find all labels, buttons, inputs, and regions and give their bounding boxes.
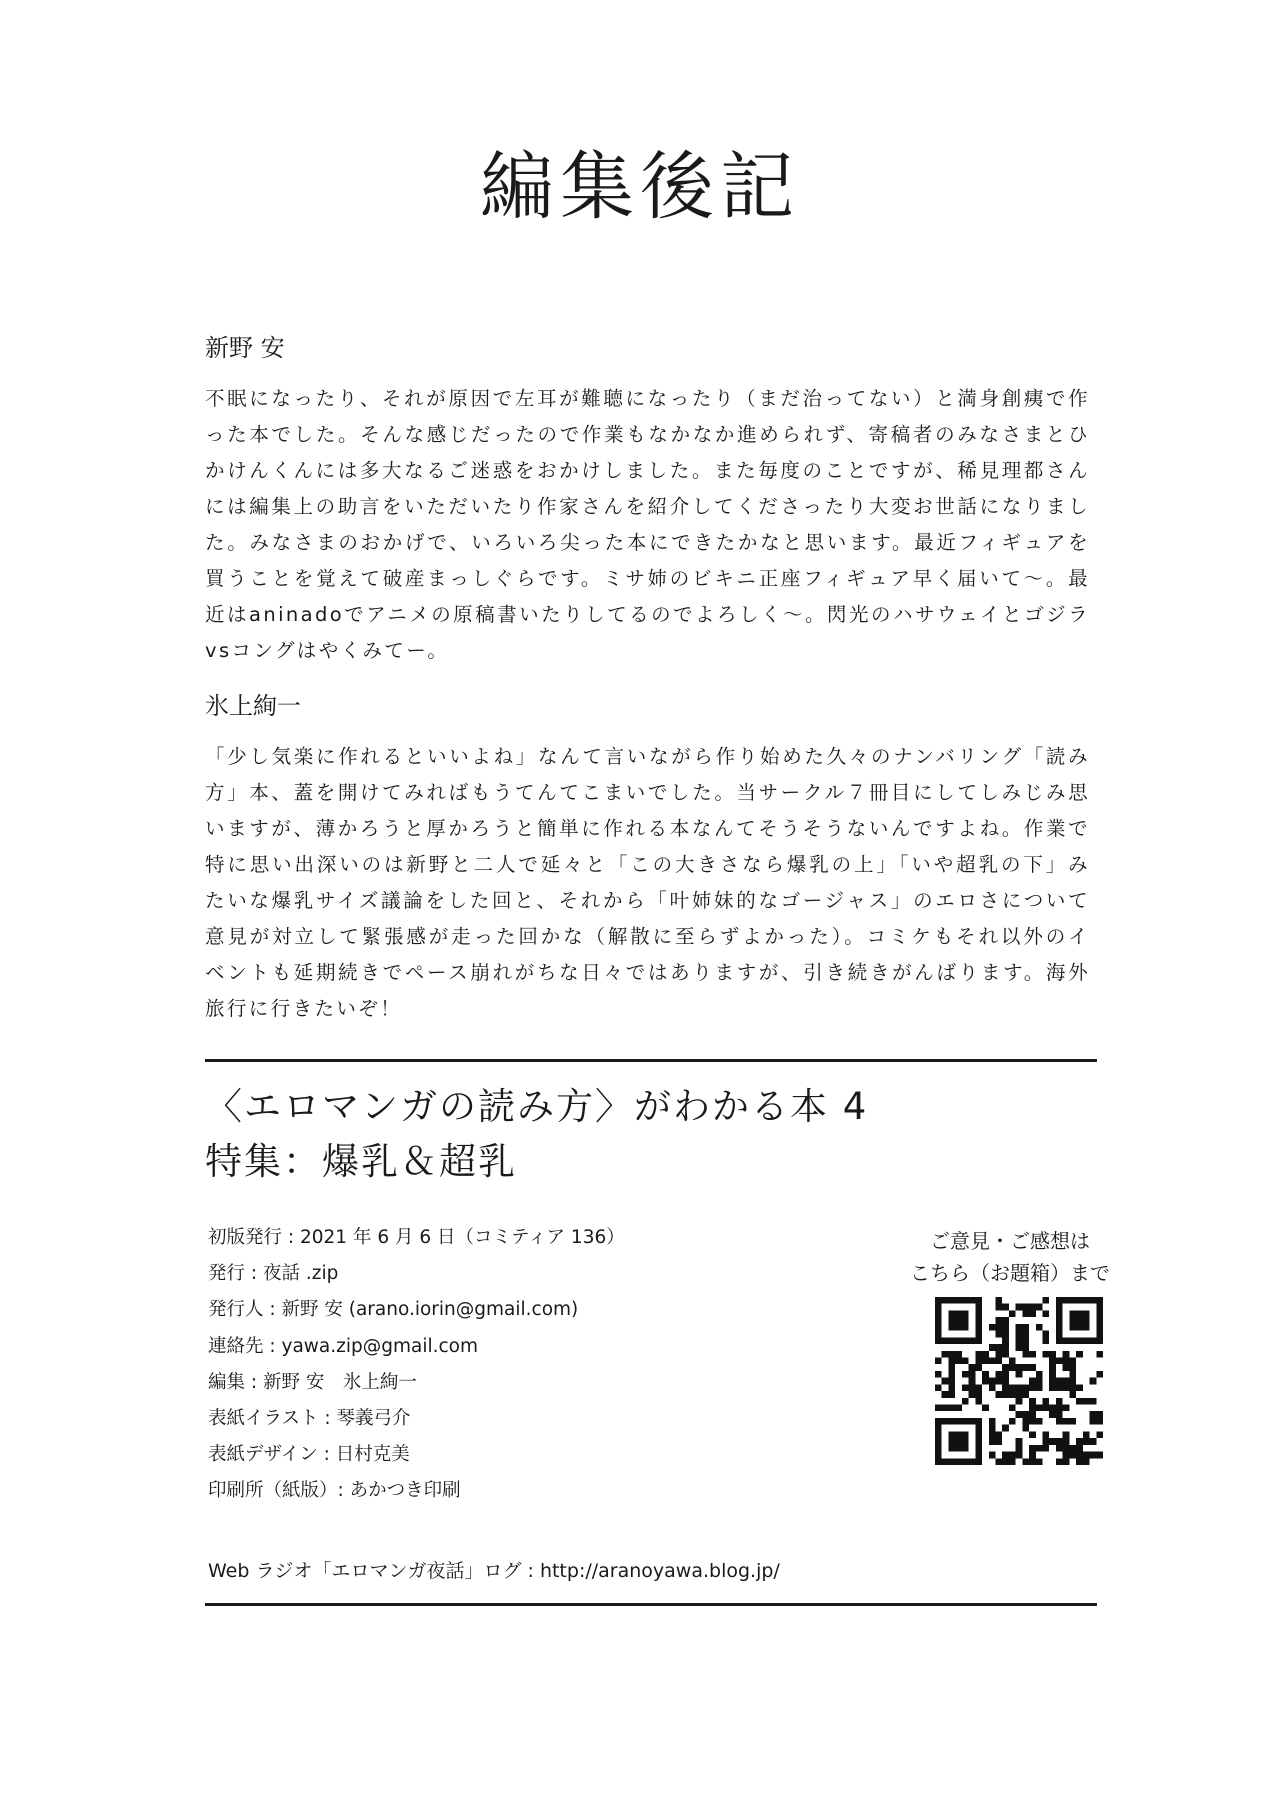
book-title: 〈エロマンガの読み方〉がわかる本 4 xyxy=(205,1085,869,1128)
colophon-first-edition: 初版発行 : 2021 年 6 月 6 日（コミティア 136） xyxy=(208,1227,625,1248)
feedback-line-1: ご意見・ご感想は xyxy=(930,1229,1090,1253)
postscript-arano xyxy=(205,334,1090,669)
colophon-cover-design: 表紙デザイン : 日村克美 xyxy=(208,1444,410,1466)
page-title: 編集後記 xyxy=(480,144,800,230)
feedback-box xyxy=(890,1225,1130,1289)
divider xyxy=(205,1603,1097,1606)
author-name: 氷上絢一 xyxy=(205,692,301,720)
postscript-text: 不眠になったり、それが原因で左耳が難聴になったり（まだ治ってない）と満身創痍で作った本でした。そんな感じだったので作業もなかなか進められず、寄稿者のみなさまとひかけんくんには多大なるご迷惑をおかけしました。また毎度のことですが、稀見理都さんには編集上の助言をいただいたり作家さんを紹介してくださったり大変お世話になりました。みなさまのおかげで、いろいろ尖った本にできたかなと思います。最近フィギュアを買うことを覚えて破産まっしぐらです。ミサ姉のビキニ正座フィギュア早く届いて〜。最近はaninadoでアニメの原稿書いたりしてるのでよろしく〜。閃光のハサウェイとゴジラvsコングはやくみてー。 xyxy=(205,386,1090,662)
colophon-printer: 印刷所（紙版）: あかつき印刷 xyxy=(208,1480,461,1502)
radio-log-link[interactable]: Web ラジオ「エロマンガ夜話」ログ : http://aranoyawa.blog.jp/ xyxy=(208,1560,780,1582)
colophon-publisher: 発行 : 夜話 .zip xyxy=(208,1263,339,1285)
colophon-cover-illustration: 表紙イラスト : 琴義弓介 xyxy=(208,1407,411,1429)
feedback-line-2: こちら（お題箱）まで xyxy=(910,1261,1110,1285)
divider xyxy=(205,1059,1097,1062)
colophon-issuer: 発行人 : 新野 安 (arano.iorin@gmail.com) xyxy=(208,1299,579,1321)
author-name: 新野 安 xyxy=(205,334,285,362)
colophon-contact: 連絡先 : yawa.zip@gmail.com xyxy=(208,1335,478,1357)
qr-code-icon[interactable] xyxy=(935,1297,1103,1465)
postscript-text: 「少し気楽に作れるといいよね」なんて言いながら作り始めた久々のナンバリング「読み方」本、蓋を開けてみればもうてんてこまいでした。当サークル７冊目にしてしみじみ思いますが、薄かろうと厚かろうと簡単に作れる本なんてそうそうないんですよね。作業で特に思い出深いのは新野と二人で延々と「この大きさなら爆乳の上」「いや超乳の下」みたいな爆乳サイズ議論をした回と、それから「叶姉妹的なゴージャス」のエロさについて意見が対立して緊張感が走った回かな（解散に至らずよかった）。コミケもそれ以外のイベントも延期続きでペース崩れがちな日々ではありますが、引き続きがんばります。海外旅行に行きたいぞ！ xyxy=(205,744,1090,1020)
colophon xyxy=(208,1223,808,1513)
postscript-hikami xyxy=(205,692,1090,1027)
book-subtitle: 特集：爆乳＆超乳 xyxy=(205,1140,517,1183)
colophon-editors: 編集 : 新野 安 氷上絢一 xyxy=(208,1371,417,1393)
